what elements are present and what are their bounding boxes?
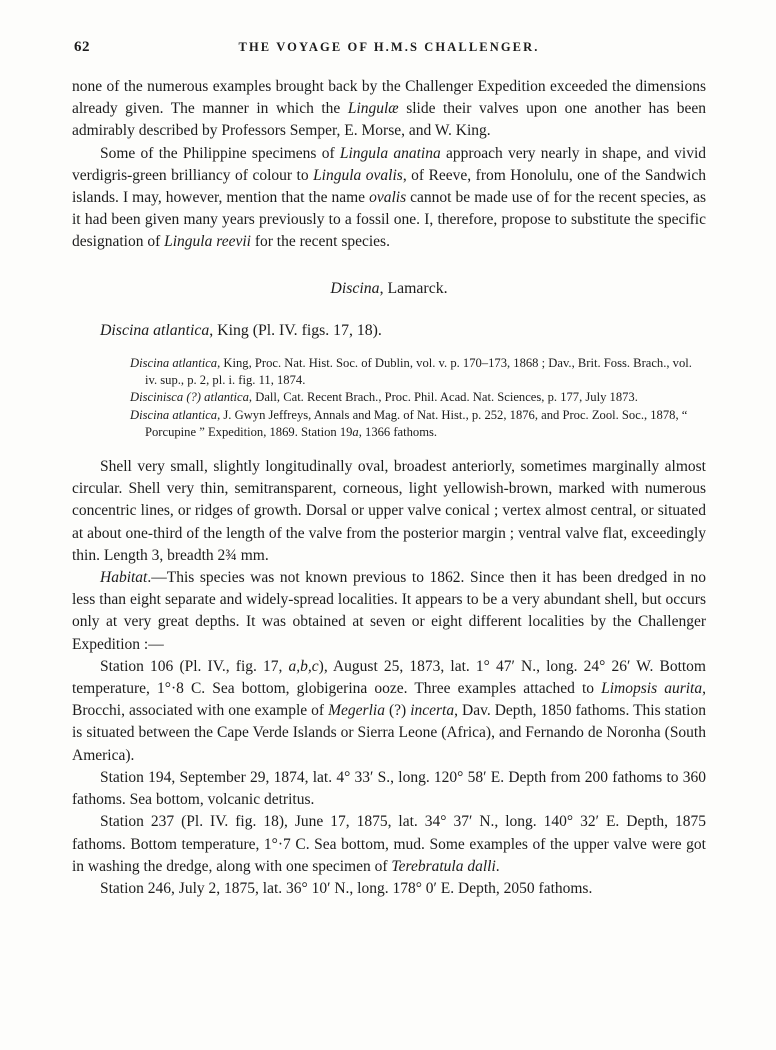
- running-title: THE VOYAGE OF H.M.S CHALLENGER.: [238, 40, 540, 54]
- page-header: [72, 38, 706, 60]
- genus-heading: Discina, Lamarck.: [330, 279, 448, 297]
- paragraph-lingulae-continuation: none of the numerous examples brought back by the Challenger Expedition exceeded the dimensions already given. The manner in which the Lingulæ slide their valves upon one another has been admirably described by Professors Semper, E. Morse, and W. King.: [72, 78, 706, 140]
- paragraph-station-194: Station 194, September 29, 1874, lat. 4° 33′ S., long. 120° 58′ E. Depth from 200 fathoms to 360 fathoms. Sea bottom, volcanic detritus.: [72, 768, 706, 809]
- species-heading: Discina atlantica, King (Pl. IV. figs. 17, 18).: [100, 321, 382, 339]
- page-number: 62: [74, 39, 90, 55]
- synonymy-reference-list: [72, 355, 706, 441]
- paragraph-habitat: Habitat.—This species was not known previous to 1862. Since then it has been dredged in no less than eight separate and widely-spread localities. It appears to be a very abundant shell, but occurs only at very great depths. It was obtained at seven or eight different localities by the Challenger Expedition :—: [72, 569, 706, 653]
- page-body: [72, 76, 706, 900]
- paragraph-station-246: Station 246, July 2, 1875, lat. 36° 10′ N., long. 178° 0′ E. Depth, 2050 fathoms.: [100, 879, 593, 897]
- paragraph-station-237: Station 237 (Pl. IV. fig. 18), June 17, 1875, lat. 34° 37′ N., long. 140° 32′ E. Depth, 1875 fathoms. Bottom temperature, 1°·7 C. Sea bottom, mud. Some examples of the upper valve were got in washing the dredge, along with one specimen of Terebratula dalli.: [72, 813, 706, 875]
- reference-entry: Discinisca (?) atlantica, Dall, Cat. Recent Brach., Proc. Phil. Acad. Nat. Sciences, p. 177, July 1873.: [130, 390, 638, 405]
- paragraph-shell-description: Shell very small, slightly longitudinally oval, broadest anteriorly, sometimes marginally almost circular. Shell very thin, semitransparent, corneous, light yellowish-brown, marked with numerous concentric lines, or ridges of growth. Dorsal or upper valve conical ; vertex almost central, or situated at about one-third of the length of the valve from the posterior margin ; ventral valve flat, exceedingly thin. Length 3, breadth 2¾ mm.: [72, 458, 706, 564]
- reference-entry: Discina atlantica, J. Gwyn Jeffreys, Annals and Mag. of Nat. Hist., p. 252, 1876, and Proc. Zool. Soc., 1878, “ Porcupine ” Expedition, 1869. Station 19a, 1366 fathoms.: [130, 407, 688, 439]
- paragraph-philippine-specimens: Some of the Philippine specimens of Lingula anatina approach very nearly in shape, and vivid verdigris-green brilliancy of colour to Lingula ovalis, of Reeve, from Honolulu, one of the Sandwich islands. I may, however, mention that the name ovalis cannot be made use of for the recent species, as it had been given many years previously to a fossil one. I, therefore, propose to substitute the specific designation of Lingula reevii for the recent species.: [72, 144, 707, 251]
- reference-entry: Discina atlantica, King, Proc. Nat. Hist. Soc. of Dublin, vol. v. p. 170–173, 1868 ; Dav., Brit. Foss. Brach., vol. iv. sup., p. 2, pl. i. fig. 11, 1874.: [130, 356, 692, 388]
- paragraph-station-106: Station 106 (Pl. IV., fig. 17, a,b,c), August 25, 1873, lat. 1° 47′ N., long. 24° 26′ W. Bottom temperature, 1°·8 C. Sea bottom, globigerina ooze. Three examples attached to Limopsis aurita, Brocchi, associated with one example of Megerlia (?) incerta, Dav. Depth, 1850 fathoms. This station is situated between the Cape Verde Islands or Sierra Leone (Africa), and Fernando de Noronha (South America).: [72, 657, 706, 764]
